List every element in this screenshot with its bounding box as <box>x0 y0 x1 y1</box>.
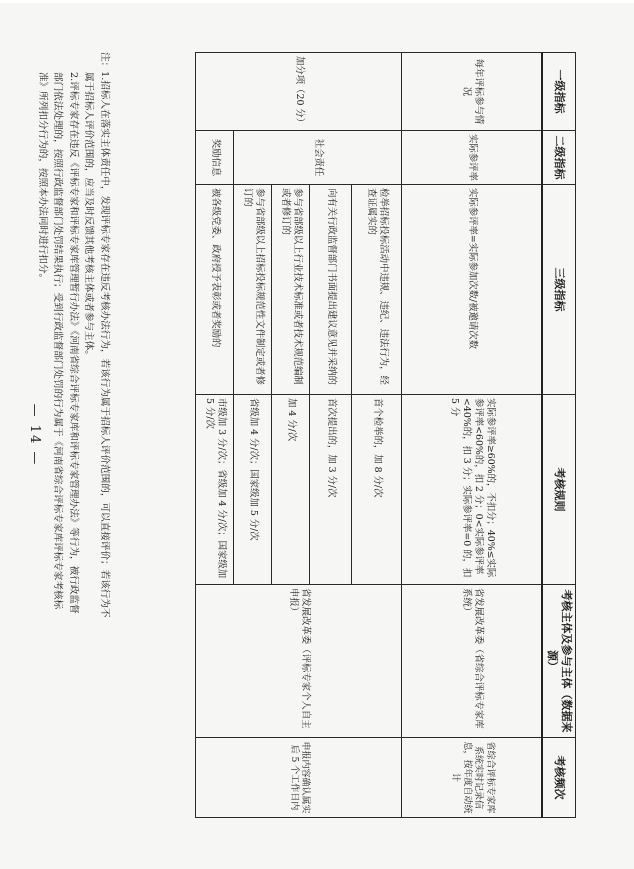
header-frequency: 考核频次 <box>542 738 576 818</box>
cell-rule: 省级加 4 分/次；国家级加 5 分/次 <box>234 395 272 585</box>
cell-level3: 检举招标投标活动中违规、违纪、违法行为，经查证属实的 <box>352 185 402 395</box>
cell-frequency: 申报内容确认属实后 5 个工作日内 <box>196 738 402 818</box>
rotated-content <box>27 30 590 840</box>
assessment-table <box>195 52 576 818</box>
cell-rule: 实际参评率≥60%的，不扣分；40%≤实际参评率<60%的，扣 2 分；0<实际参评率<40%的，扣 3 分；实际参评率=0 的，扣 5 分 <box>402 395 542 585</box>
table-notes <box>34 52 112 817</box>
cell-level3: 向有关行政监督部门书面提出建议意见并采纳的 <box>310 185 352 395</box>
table-header-row <box>542 53 576 818</box>
cell-source: 省发展改革委（评标专家个人自主申报） <box>196 585 402 738</box>
note-2-line-2: 部门依法处理的，按照行政监督部门处罚结果执行；受到行政监督部门处罚的行为属于《河南省综合评标专家库评标专家考核标 <box>52 72 64 610</box>
header-rule: 考核规则 <box>542 395 576 585</box>
header-level2: 二级指标 <box>542 131 576 185</box>
header-level1: 一级指标 <box>542 53 576 131</box>
header-level3: 三级指标 <box>542 185 576 395</box>
cell-level3: 实际参评率=实际参加次数/被邀请次数 <box>402 185 542 395</box>
cell-level2: 实际参评率 <box>402 131 542 185</box>
cell-frequency: 省综合评标专家库系统实时记录信息，按年度自动统计 <box>402 738 542 818</box>
note-1-line-2: 属于招标人评价范围的，应当及时反馈其他考核主体或者参与主体。 <box>83 72 95 360</box>
cell-level2: 社会责任 <box>234 131 402 185</box>
table-row <box>402 53 542 818</box>
header-source: 考核主体及参与主体（数据来源） <box>542 585 576 738</box>
cell-rule: 市级加 3 分/次；省级加 4 分/次；国家级加 5 分/次 <box>196 395 234 585</box>
cell-rule: 首个检举的，加 8 分/次 <box>352 395 402 585</box>
cell-level3: 参与省部级以上行业技术标准或者技术规范编制或者修订的 <box>272 185 310 395</box>
page-number: — 14 — <box>27 403 42 467</box>
cell-level3: 参与省部级以上招标投标规范性文件制定或者修订的 <box>234 185 272 395</box>
cell-rule: 首次提出的，加 3 分/次 <box>310 395 352 585</box>
cell-level2: 奖励信息 <box>196 131 234 185</box>
table-row <box>352 53 402 818</box>
note-1-line-1: 注：1.招标人在落实主体责任中，发现评标专家存在违反考核办法行为，若该行为属于招标人评价范围的，可以直接评价；若该行为不 <box>99 52 110 618</box>
note-2-line-3: 准》所列扣分行为的，按照本办法同时进行扣分。 <box>36 72 48 284</box>
cell-level1: 每年评标参与情况 <box>402 53 542 131</box>
note-2-line-1: 2.评标专家存在违反《评标专家和评标专家库管理暂行办法》《河南省综合评标专家库和评标专家管理办法》等行为，被行政监督 <box>67 72 79 614</box>
cell-source: 省发展改革委（省综合评标专家库系统） <box>402 585 542 738</box>
cell-rule: 加 4 分/次 <box>272 395 310 585</box>
cell-level1: 加分项（20 分） <box>196 53 402 131</box>
page-top-edge <box>0 0 634 3</box>
cell-level3: 被各级党委、政府授予表彰或者奖励的 <box>196 185 234 395</box>
